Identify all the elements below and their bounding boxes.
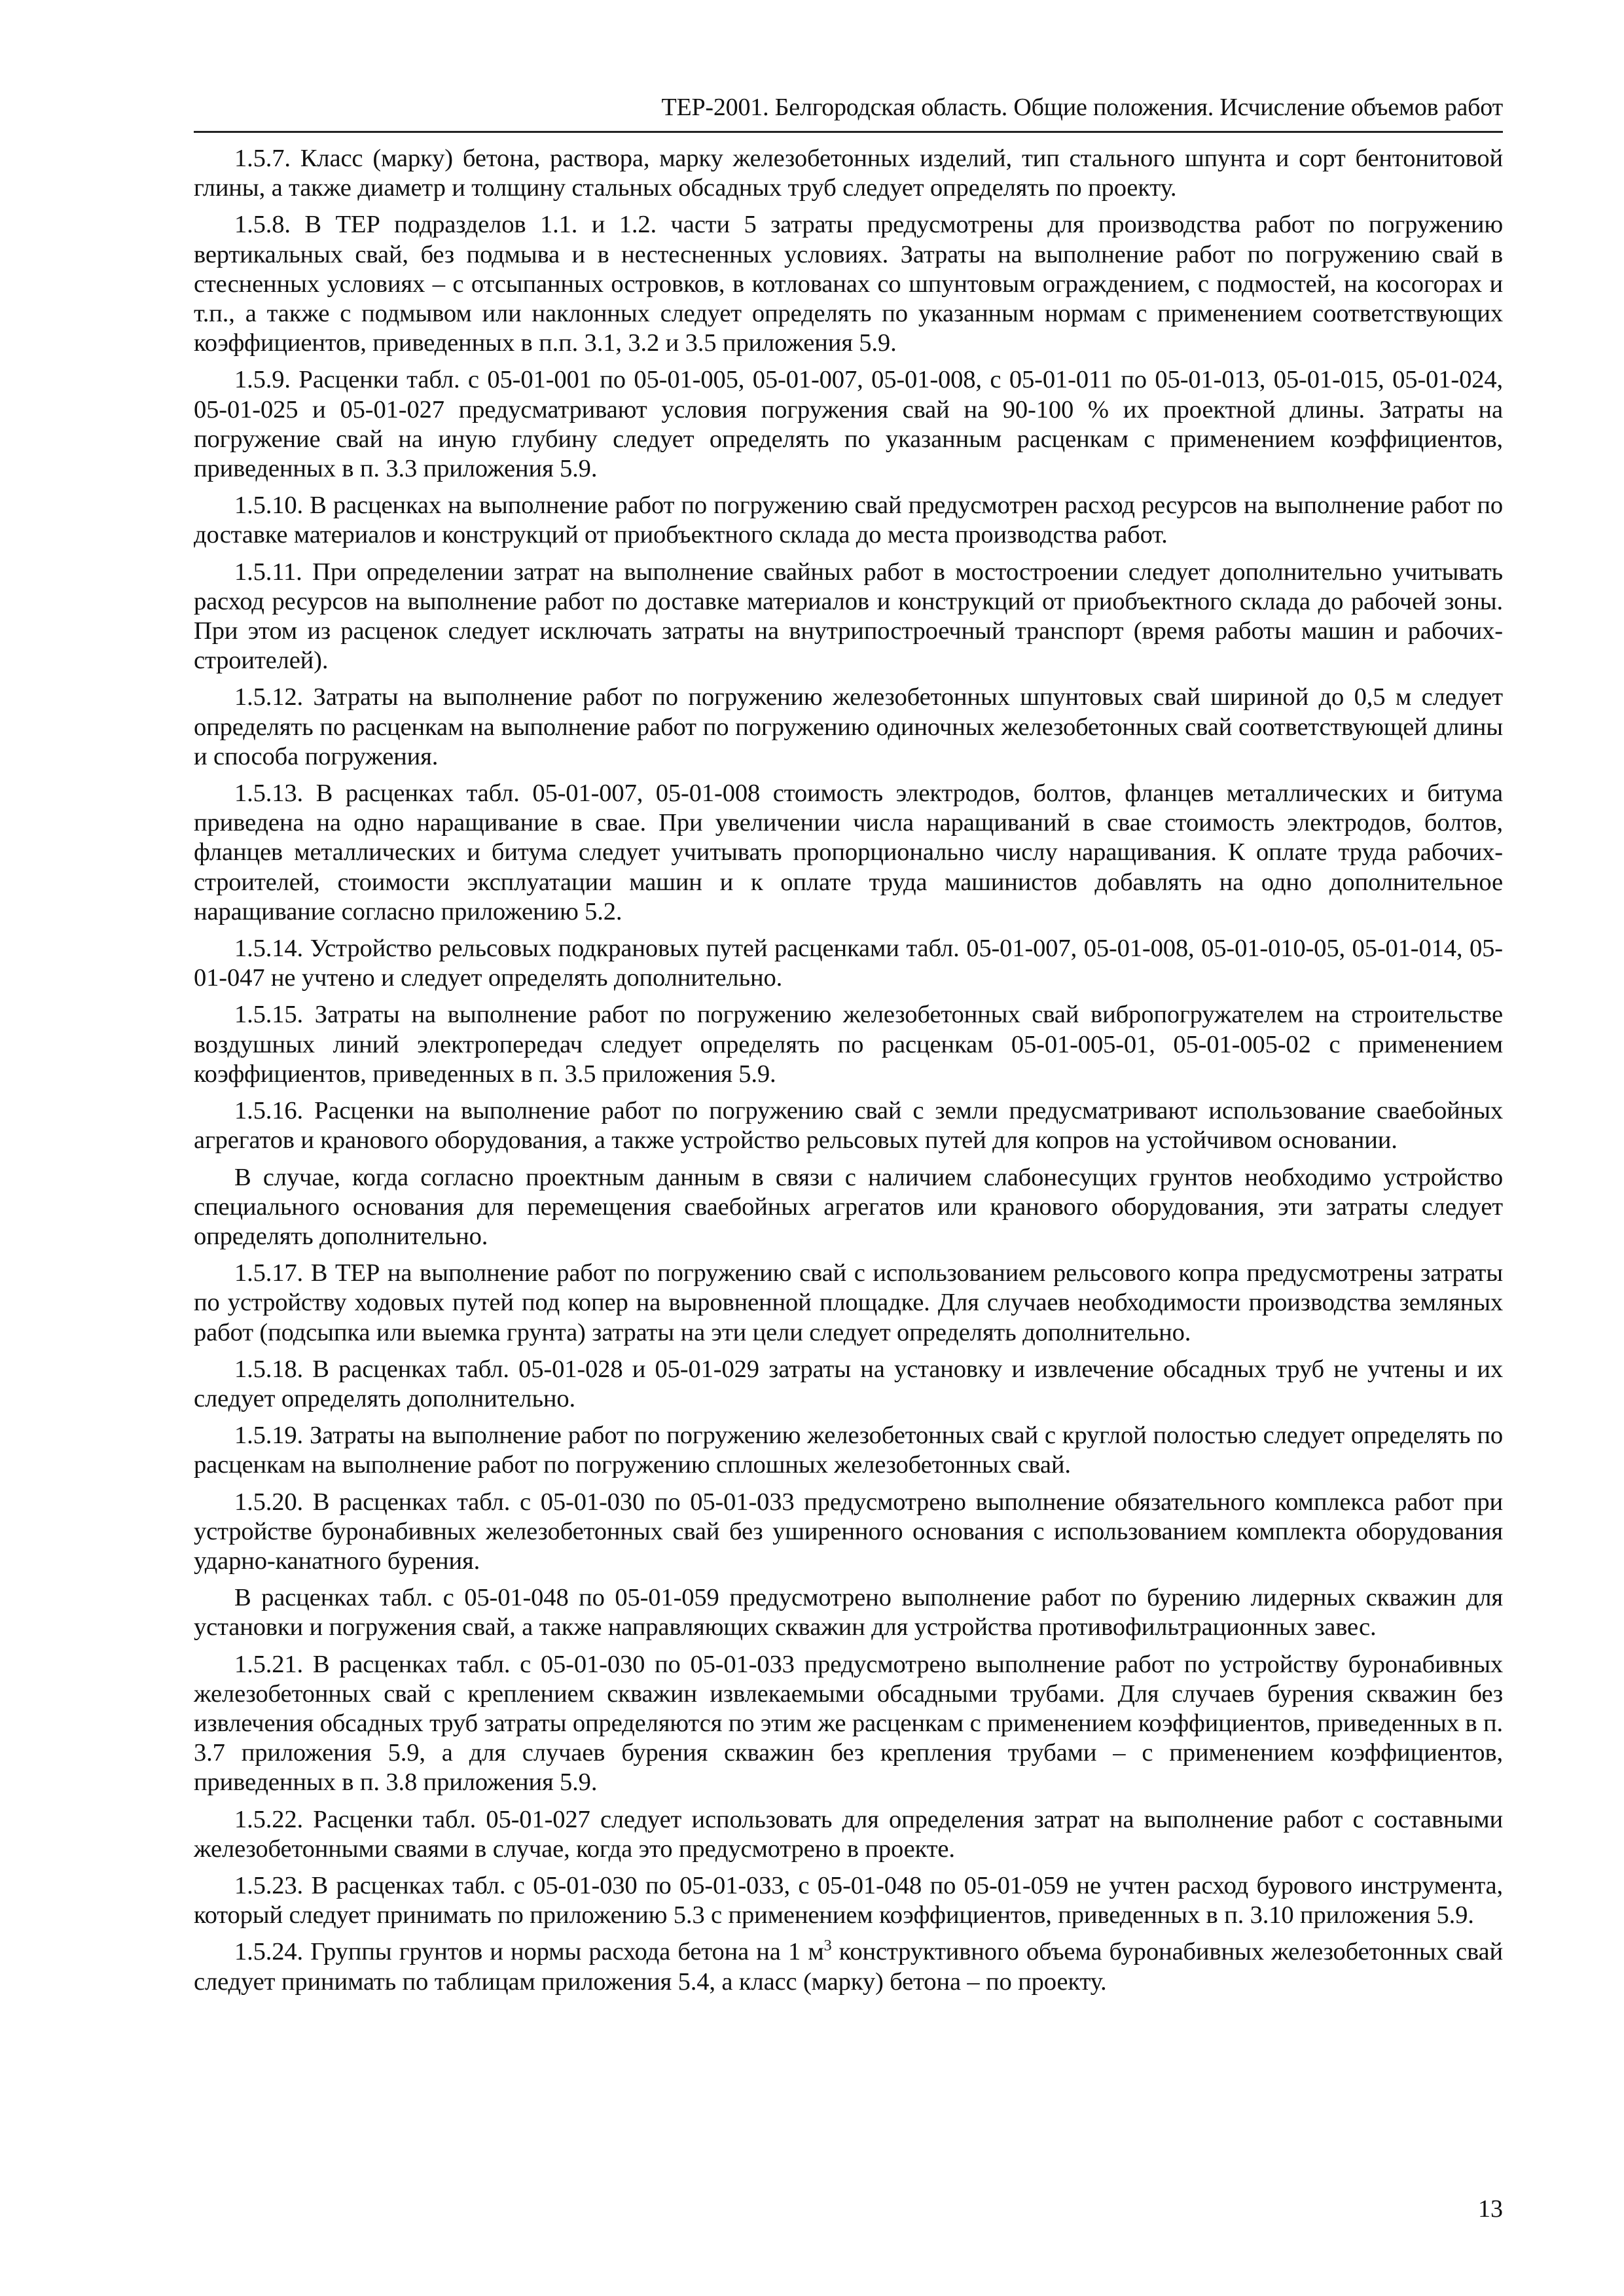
document-body — [194, 144, 1503, 2004]
paragraph-1-5-14: 1.5.14. Устройство рельсовых подкрановых путей расценками табл. 05-01-007, 05-01-008, 05-01-010-05, 05-01-014, 05-01-047 не учтено и следует определять дополнительно. — [194, 935, 1503, 992]
paragraph-1-5-16-continued: В случае, когда согласно проектным данным в связи с наличием слабонесущих грунтов необходимо устройство специального основания для перемещения сваебойных агрегатов или кранового оборудования, эти затраты следует определять дополнительно. — [194, 1163, 1503, 1250]
paragraph-1-5-21: 1.5.21. В расценках табл. с 05-01-030 по 05-01-033 предусмотрено выполнение работ по устройству буронабивных железобетонных свай с креплением скважин извлекаемыми обсадными трубами. Для случаев бурения скважин без извлечения обсадных труб затраты определяются по этим же расценкам с применением коэффициентов, приведенных в п. 3.7 приложения 5.9, а для случаев бурения скважин без крепления трубами – с применением коэффициентов, приведенных в п. 3.8 приложения 5.9. — [194, 1650, 1503, 1797]
paragraph-1-5-22: 1.5.22. Расценки табл. 05-01-027 следует использовать для определения затрат на выполнение работ с составными железобетонными сваями в случае, когда это предусмотрено в проекте. — [194, 1805, 1503, 1863]
paragraph-1-5-23: 1.5.23. В расценках табл. с 05-01-030 по 05-01-033, с 05-01-048 по 05-01-059 не учтен расход бурового инструмента, который следует принимать по приложению 5.3 с применением коэффициентов, приведенных в п. 3.10 приложения 5.9. — [194, 1871, 1503, 1929]
paragraph-1-5-24-text-before: 1.5.24. Группы грунтов и нормы расхода бетона на 1 м — [234, 1938, 824, 1966]
cubic-superscript: 3 — [823, 1937, 832, 1955]
paragraph-1-5-11: 1.5.11. При определении затрат на выполнение свайных работ в мостостроении следует дополнительно учитывать расход ресурсов на выполнение работ по доставке материалов и конструкций от приобъектного склада до рабочей зоны. При этом из расценок следует исключать затраты на внутрипостроечный транспорт (время работы машин и рабочих-строителей). — [194, 558, 1503, 675]
running-header: ТЕР-2001. Белгородская область. Общие положения. Исчисление объемов работ — [661, 94, 1503, 121]
paragraph-1-5-18: 1.5.18. В расценках табл. 05-01-028 и 05-01-029 затраты на установку и извлечение обсадных труб не учтены и их следует определять дополнительно. — [194, 1355, 1503, 1412]
paragraph-1-5-7: 1.5.7. Класс (марку) бетона, раствора, марку железобетонных изделий, тип стального шпунта и сорт бентонитовой глины, а также диаметр и толщину стальных обсадных труб следует определять по проекту. — [194, 145, 1503, 202]
page-number: 13 — [1478, 2195, 1503, 2223]
paragraph-1-5-16: 1.5.16. Расценки на выполнение работ по погружению свай с земли предусматривают использование сваебойных агрегатов и кранового оборудования, а также устройство рельсовых путей для копров на устойчивом основании. — [194, 1097, 1503, 1155]
paragraph-1-5-17: 1.5.17. В ТЕР на выполнение работ по погружению свай с использованием рельсового копра предусмотрены затраты по устройству ходовых путей под копер на выровненной площадке. Для случаев необходимости производства земляных работ (подсыпка или выемка грунта) затраты на эти цели следует определять дополнительно. — [194, 1259, 1503, 1346]
header-divider — [194, 131, 1503, 133]
paragraph-1-5-24 — [194, 1937, 1503, 1996]
paragraph-1-5-12: 1.5.12. Затраты на выполнение работ по погружению железобетонных шпунтовых свай шириной до 0,5 м следует определять по расценкам на выполнение работ по погружению одиночных железобетонных свай соответствующей длины и способа погружения. — [194, 683, 1503, 770]
paragraph-1-5-24-text-after: конструктивного объема буронабивных железобетонных свай следует принимать по таблицам приложения 5.4, а класс (марку) бетона – по проекту. — [194, 1938, 1503, 1996]
paragraph-1-5-20: 1.5.20. В расценках табл. с 05-01-030 по 05-01-033 предусмотрено выполнение обязательного комплекса работ при устройстве буронабивных железобетонных свай без уширенного основания с использованием комплекта оборудования ударно-канатного бурения. — [194, 1488, 1503, 1575]
paragraph-1-5-20-continued: В расценках табл. с 05-01-048 по 05-01-059 предусмотрено выполнение работ по бурению лидерных скважин для установки и погружения свай, а также направляющих скважин для устройства противофильтрационных завес. — [194, 1584, 1503, 1641]
paragraph-1-5-8: 1.5.8. В ТЕР подразделов 1.1. и 1.2. части 5 затраты предусмотрены для производства работ по погружению вертикальных свай, без подмыва и в нестесненных условиях. Затраты на выполнение работ по погружению свай в стесненных условиях – с отсыпанных островков, в котлованах со шпунтовым ограждением, с подмостей, на косогорах и т.п., а также с подмывом или наклонных следует определять по указанным нормам с применением соответствующих коэффициентов, приведенных в п.п. 3.1, 3.2 и 3.5 приложения 5.9. — [194, 211, 1503, 357]
paragraph-1-5-19: 1.5.19. Затраты на выполнение работ по погружению железобетонных свай с круглой полостью следует определять по расценкам на выполнение работ по погружению сплошных железобетонных свай. — [194, 1422, 1503, 1479]
paragraph-1-5-15: 1.5.15. Затраты на выполнение работ по погружению железобетонных свай вибропогружателем на строительстве воздушных линий электропередач следует определять по расценкам 05-01-005-01, 05-01-005-02 с применением коэффициентов, приведенных в п. 3.5 приложения 5.9. — [194, 1001, 1503, 1088]
paragraph-1-5-9: 1.5.9. Расценки табл. с 05-01-001 по 05-01-005, 05-01-007, 05-01-008, с 05-01-011 по 05-01-013, 05-01-015, 05-01-024, 05-01-025 и 05-01-027 предусматривают условия погружения свай на 90-100 % их проектной длины. Затраты на погружение свай на иную глубину следует определять по указанным расценкам с применением коэффициентов, приведенных в п. 3.3 приложения 5.9. — [194, 366, 1503, 483]
paragraph-1-5-10: 1.5.10. В расценках на выполнение работ по погружению свай предусмотрен расход ресурсов на выполнение работ по доставке материалов и конструкций от приобъектного склада до места производства работ. — [194, 492, 1503, 549]
paragraph-1-5-13: 1.5.13. В расценках табл. 05-01-007, 05-01-008 стоимость электродов, болтов, фланцев металлических и битума приведена на одно наращивание в свае. При увеличении числа наращиваний в свае стоимость электродов, болтов, фланцев металлических и битума следует учитывать пропорционально числу наращивания. К оплате труда рабочих-строителей, стоимости эксплуатации машин и к оплате труда машинистов добавлять на одно дополнительное наращивание согласно приложению 5.2. — [194, 780, 1503, 925]
